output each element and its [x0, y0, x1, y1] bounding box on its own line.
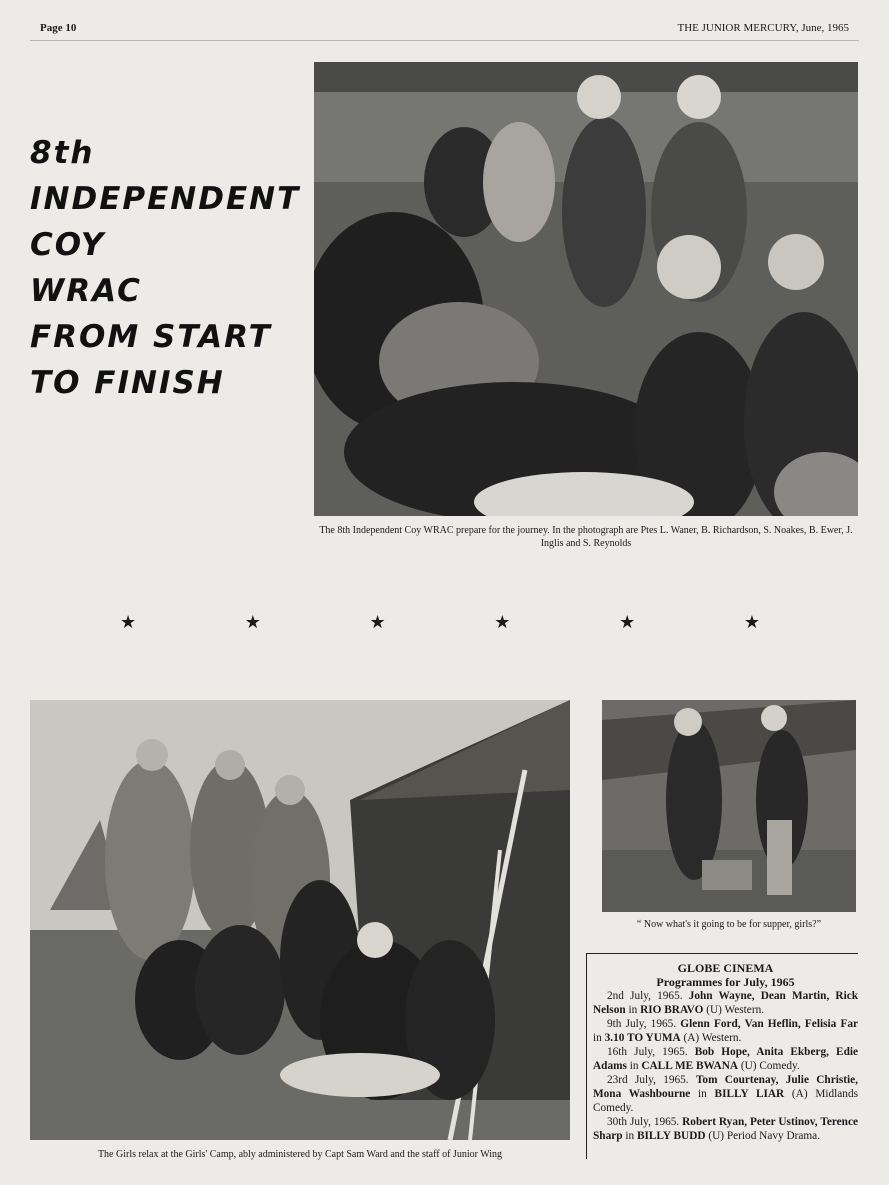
cinema-subtitle: Programmes for July, 1965 — [656, 975, 795, 989]
masthead: THE JUNIOR MERCURY, June, 1965 — [677, 22, 849, 34]
cinema-entry: 2nd July, 1965. John Wayne, Dean Martin, Rick Nelson in RIO BRAVO (U) Western. — [593, 990, 859, 1016]
headline-line: FROM START — [30, 319, 272, 355]
star-icon: ★ — [494, 612, 511, 633]
headline-line: INDEPENDENT — [30, 181, 301, 217]
photo-wrac-preparing — [314, 62, 858, 516]
headline-line: COY — [30, 227, 106, 263]
caption-top-photo: The 8th Independent Coy WRAC prepare for the journey. In the photograph are Ptes L. Waner, B. Richardson, S. Noakes, B. Ewer, J. Inglis and S. Reynolds — [319, 525, 853, 549]
photo-supper — [602, 700, 856, 912]
cinema-entry: 23rd July, 1965. Tom Courtenay, Julie Christie, Mona Washbourne in BILLY LIAR (A) Midlands Comedy. — [593, 1074, 858, 1114]
star-icon: ★ — [244, 612, 261, 633]
cinema-entry: 16th July, 1965. Bob Hope, Anita Ekberg, Edie Adams in CALL ME BWANA (U) Comedy. — [593, 1046, 859, 1072]
header-rule — [30, 40, 859, 41]
star-icon: ★ — [743, 612, 760, 633]
headline-line: TO FINISH — [30, 365, 225, 401]
star-icon: ★ — [619, 612, 636, 633]
star-divider — [80, 612, 800, 633]
cinema-entry: 9th July, 1965. Glenn Ford, Van Heflin, Felisia Far in 3.10 TO YUMA (A) Western. — [593, 1018, 859, 1044]
headline — [30, 130, 301, 406]
headline-line: 8th — [30, 135, 95, 171]
cinema-listings — [586, 953, 858, 1159]
caption-girls-camp: The Girls relax at the Girls' Camp, ably administered by Capt Sam Ward and the staff of Junior Wing — [97, 1149, 503, 1160]
photo-girls-camp — [30, 700, 570, 1140]
star-icon: ★ — [369, 612, 386, 633]
page-number: Page 10 — [40, 22, 77, 34]
headline-line: WRAC — [30, 273, 142, 309]
star-icon: ★ — [120, 612, 137, 633]
cinema-entry: 30th July, 1965. Robert Ryan, Peter Ustinov, Terence Sharp in BILLY BUDD (U) Period Navy Drama. — [593, 1116, 858, 1142]
caption-supper: “ Now what's it going to be for supper, girls?” — [636, 919, 822, 930]
cinema-title: GLOBE CINEMA — [677, 961, 774, 975]
